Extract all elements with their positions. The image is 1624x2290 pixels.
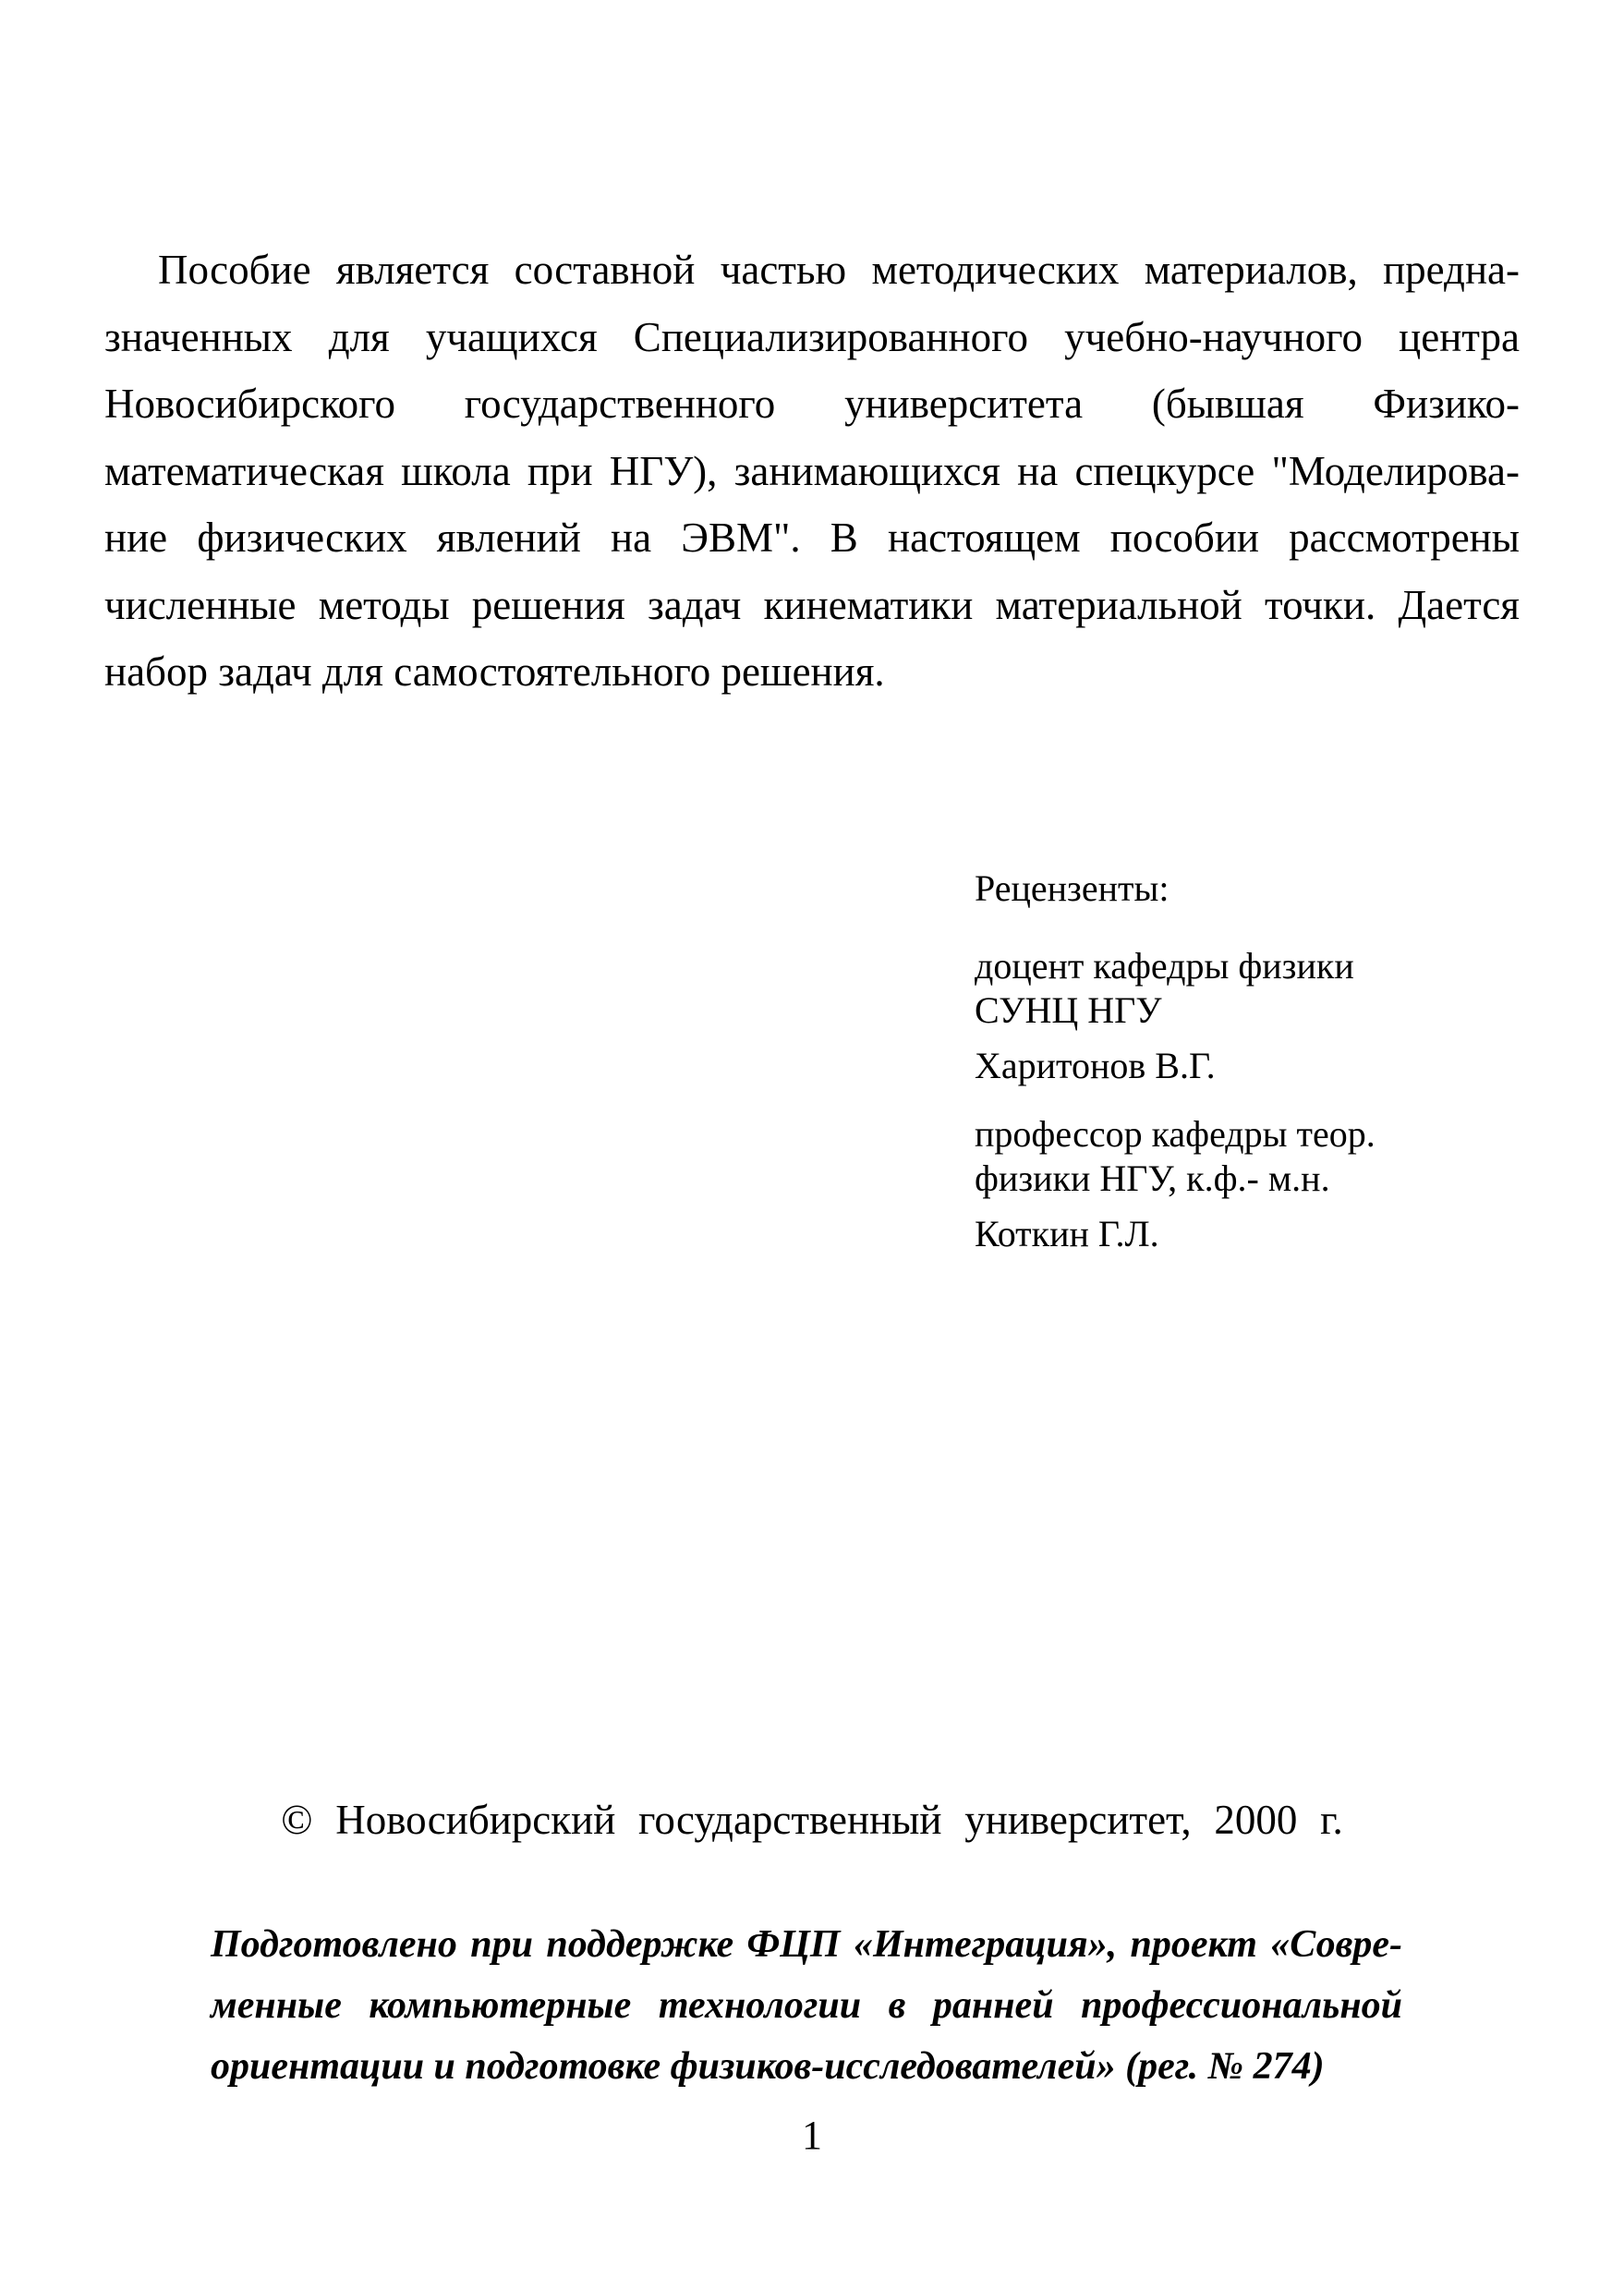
support-note-line: Подготовлено при поддержке ФЦП «Интеграция», проект «Совре- xyxy=(211,1923,1402,1966)
reviewers-block xyxy=(975,866,1473,1280)
paragraph-line: набор задач для самостоятельного решения. xyxy=(104,648,885,695)
reviewer-name: Коткин Г.Л. xyxy=(975,1213,1159,1254)
body-paragraph xyxy=(104,236,1520,706)
paragraph-line: Новосибирского государственного университета (бывшая Физико- xyxy=(104,381,1520,427)
reviewer-role xyxy=(975,1112,1473,1201)
copyright-line: © Новосибирский государственный университет, 2000 г. xyxy=(281,1797,1343,1843)
reviewer-role xyxy=(975,944,1473,1033)
support-note xyxy=(211,1914,1402,2097)
paragraph-line: значенных для учащихся Специализированного учебно-научного центра xyxy=(104,313,1520,360)
reviewer-role-line: физики НГУ, к.ф.- м.н. xyxy=(975,1157,1330,1199)
reviewer-role-line: СУНЦ НГУ xyxy=(975,989,1162,1031)
reviewers-label: Рецензенты: xyxy=(975,867,1170,909)
support-note-line: менные компьютерные технологии в ранней профессиональной xyxy=(211,1984,1402,2027)
paragraph-line: Пособие является составной частью методических материалов, предна- xyxy=(158,247,1520,293)
reviewer-role-line: профессор кафедры теор. xyxy=(975,1113,1376,1155)
page-number: 1 xyxy=(802,2113,822,2158)
paragraph-line: математическая школа при НГУ), занимающихся на спецкурсе "Моделирова- xyxy=(104,447,1520,494)
paragraph-line: численные методы решения задач кинематики материальной точки. Дается xyxy=(104,581,1520,628)
reviewer-name: Харитонов В.Г. xyxy=(975,1045,1216,1086)
support-note-line: ориентации и подготовке физиков-исследователей» (рег. № 274) xyxy=(211,2045,1325,2088)
paragraph-line: ние физических явлений на ЭВМ". В настоящем пособии рассмотрены xyxy=(104,515,1520,561)
reviewer-role-line: доцент кафедры физики xyxy=(975,945,1354,987)
